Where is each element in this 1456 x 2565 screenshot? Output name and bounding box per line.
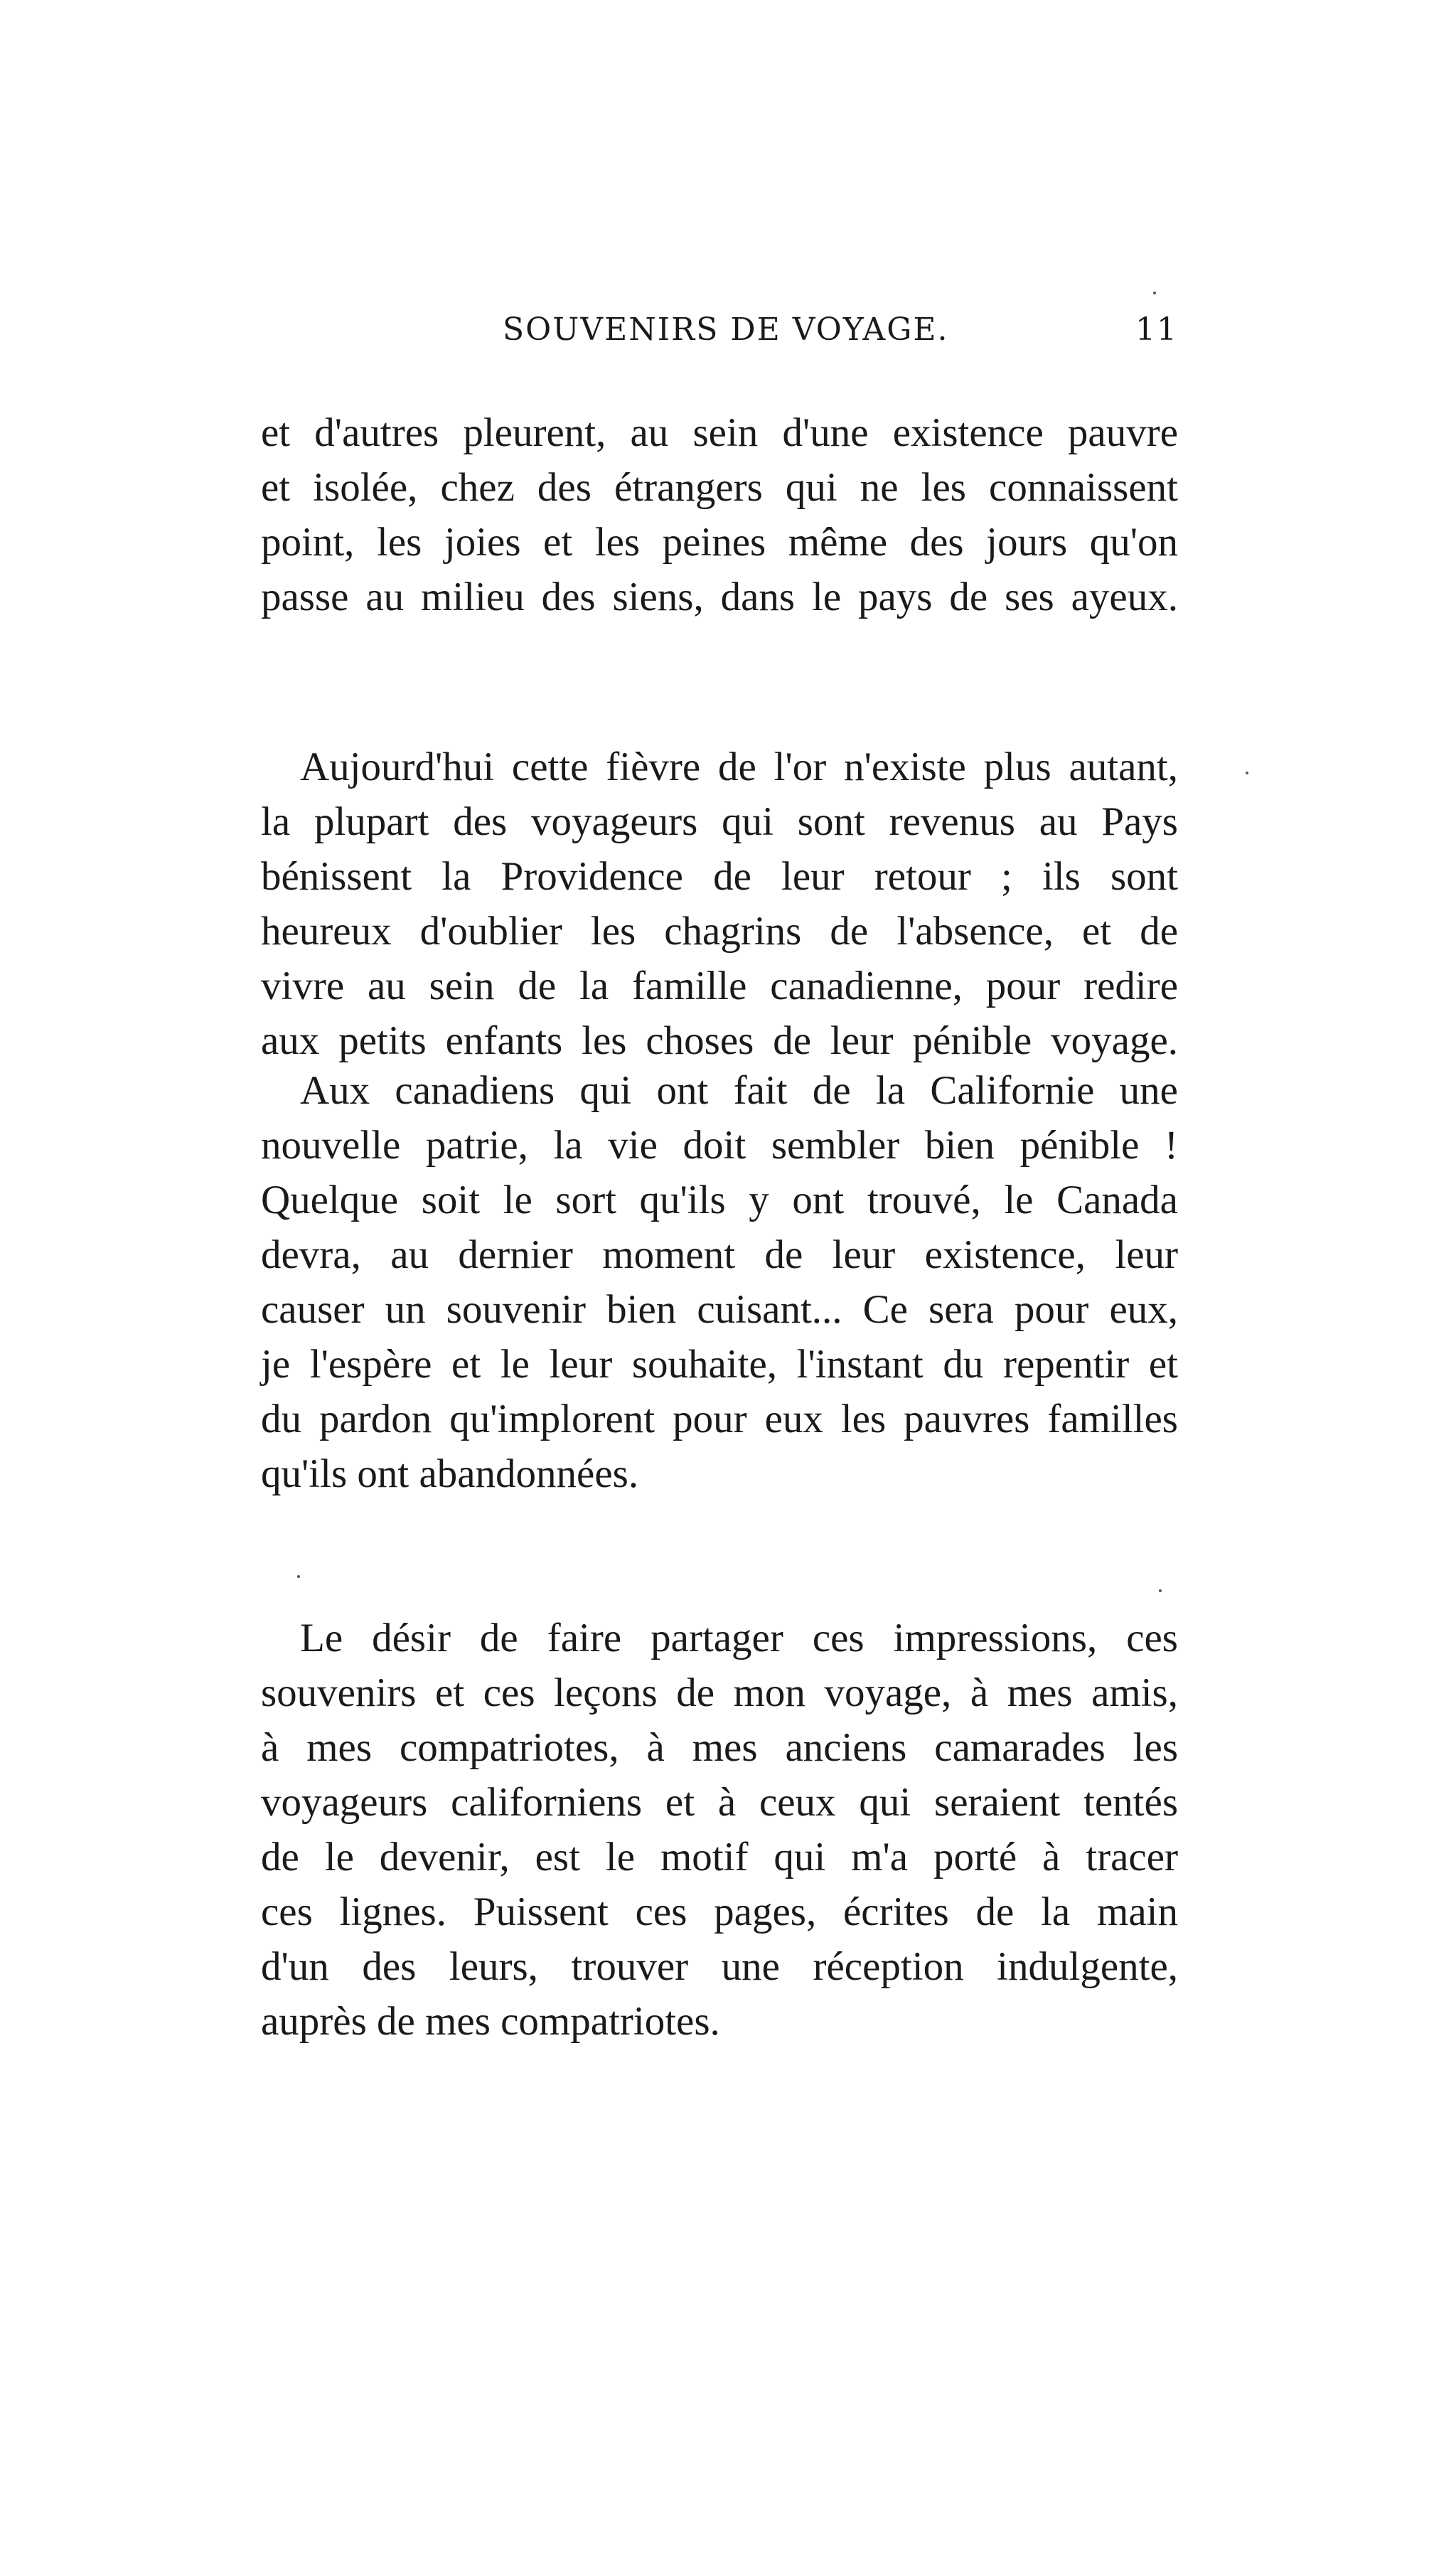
text-line: nouvelle patrie, la vie doit sembler bien pénible ! [261,1123,1178,1168]
running-head [261,311,1178,354]
text-line: de le devenir, est le motif qui m'a porté à tracer [261,1835,1178,1879]
text-line: Le désir de faire partager ces impressions, ces [300,1616,1178,1660]
text-line: bénissent la Providence de leur retour ; ils sont [261,854,1178,899]
paragraph-canadiens [261,1063,1178,1501]
page-number: 11 [1135,311,1178,348]
text-line: point, les joies et les peines même des jours qu'on [261,520,1178,565]
text-line: aux petits enfants les choses de leur pénible voyage. [261,1018,1178,1063]
text-line: du pardon qu'implorent pour eux les pauvres familles [261,1397,1178,1441]
print-speck [1159,1589,1162,1592]
text-line: vivre au sein de la famille canadienne, pour redire [261,964,1178,1008]
text-line: ces lignes. Puissent ces pages, écrites de la main [261,1889,1178,1934]
paragraph-continuation [261,405,1178,624]
text-line: qu'ils ont abandonnées. [261,1451,639,1496]
text-line: souvenirs et ces leçons de mon voyage, à mes amis, [261,1670,1178,1715]
text-line: la plupart des voyageurs qui sont revenus au Pays [261,799,1178,844]
text-line: heureux d'oublier les chagrins de l'absence, et de [261,909,1178,954]
text-line: auprès de mes compatriotes. [261,1999,720,2044]
print-speck [1153,292,1156,294]
paragraph-gold-fever [261,740,1178,1068]
text-line: je l'espère et le leur souhaite, l'instant du repentir et [261,1342,1178,1387]
print-speck [1246,772,1248,774]
text-line: causer un souvenir bien cuisant... Ce sera pour eux, [261,1287,1178,1332]
text-line: Aujourd'hui cette fièvre de l'or n'existe plus autant, [300,745,1178,789]
text-line: voyageurs californiens et à ceux qui seraient tentés [261,1780,1178,1825]
paragraph-desir [261,1611,1178,2049]
text-line: d'un des leurs, trouver une réception indulgente, [261,1944,1178,1989]
print-speck [297,1575,300,1578]
text-line: devra, au dernier moment de leur existence, leur [261,1232,1178,1277]
text-line: Aux canadiens qui ont fait de la Californie une [300,1068,1178,1113]
text-line: passe au milieu des siens, dans le pays de ses ayeux. [261,575,1178,619]
text-line: et isolée, chez des étrangers qui ne les connaissent [261,465,1178,510]
text-line: et d'autres pleurent, au sein d'une existence pauvre [261,410,1178,455]
running-title: SOUVENIRS DE VOYAGE. [503,311,949,348]
text-line: Quelque soit le sort qu'ils y ont trouvé, le Canada [261,1178,1178,1222]
text-line: à mes compatriotes, à mes anciens camarades les [261,1725,1178,1770]
